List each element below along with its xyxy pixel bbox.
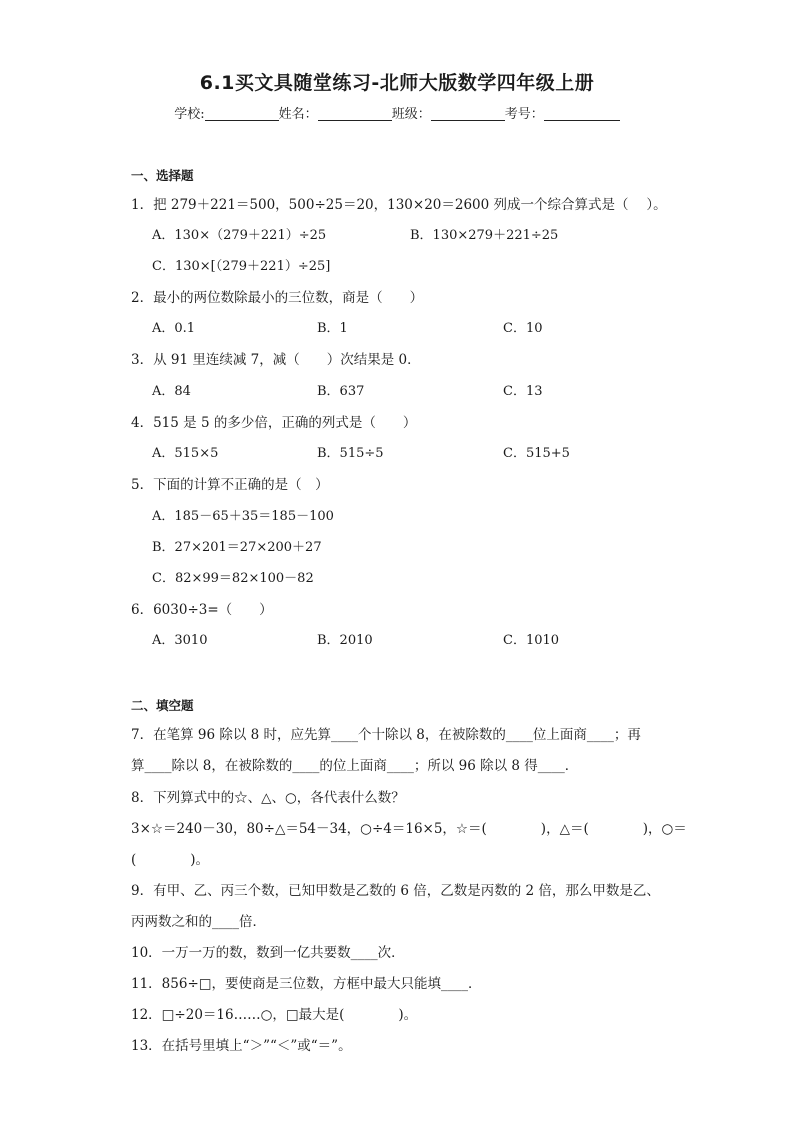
question-4-option-b[interactable]: B．515÷5 xyxy=(317,446,384,461)
class-label: 班级： xyxy=(391,107,431,122)
question-2-stem: 2．最小的两位数除最小的三位数，商是（ ） xyxy=(131,290,424,306)
question-9-line-2: 丙两数之和的____倍． xyxy=(131,914,266,930)
question-2-option-b[interactable]: B．1 xyxy=(317,321,348,336)
question-1-stem: 1．把 279＋221＝500，500÷25＝20，130×20＝2600 列成一个综合算式是（ ）。 xyxy=(131,197,667,213)
question-10: 10．一万一万的数，数到一亿共要数____次． xyxy=(131,945,405,961)
question-5-stem: 5．下面的计算不正确的是（ ） xyxy=(131,477,329,493)
section-choice-heading: 一、选择题 xyxy=(131,168,194,183)
section-fill-heading: 二、填空题 xyxy=(131,698,194,713)
question-6-option-c[interactable]: C．1010 xyxy=(503,633,560,648)
question-5-option-c[interactable]: C．82×99＝82×100－82 xyxy=(152,571,314,586)
question-13: 13．在括号里填上“＞”“＜”或“＝”。 xyxy=(131,1038,352,1054)
question-3-option-c[interactable]: C．13 xyxy=(503,384,543,399)
question-8-line-2: 3×☆＝240－30，80÷△＝54－34，○÷4＝16×5，☆＝( )，△＝( )，○＝ xyxy=(131,821,687,837)
question-7-line-2: 算____除以 8，在被除数的____的位上面商____；所以 96 除以 8 得____． xyxy=(131,758,579,774)
question-3-option-a[interactable]: A．84 xyxy=(152,384,191,399)
question-2-option-a[interactable]: A．0.1 xyxy=(152,321,196,336)
question-6-option-a[interactable]: A．3010 xyxy=(152,633,208,648)
page-title: 6.1买文具随堂练习-北师大版数学四年级上册 xyxy=(199,72,595,94)
school-blank[interactable] xyxy=(205,108,279,121)
question-2-option-c[interactable]: C．10 xyxy=(503,321,543,336)
question-8-line-1: 8．下列算式中的☆、△、○，各代表什么数？ xyxy=(131,790,405,806)
question-8-line-3: ( )。 xyxy=(131,852,210,868)
name-label: 姓名： xyxy=(278,107,318,122)
number-label: 考号： xyxy=(504,107,544,122)
question-4-stem: 4．515 是 5 的多少倍，正确的列式是（ ） xyxy=(131,415,417,431)
question-5-option-b[interactable]: B．27×201＝27×200＋27 xyxy=(152,540,322,555)
question-1-option-c[interactable]: C．130×[（279＋221）÷25] xyxy=(152,259,331,274)
question-9-line-1: 9．有甲、乙、丙三个数，已知甲数是乙数的 6 倍，乙数是丙数的 2 倍，那么甲数是乙、 xyxy=(131,883,660,899)
student-info-row xyxy=(0,103,794,122)
question-3-stem: 3．从 91 里连续减 7，减（ ）次结果是 0． xyxy=(131,352,421,368)
question-7-line-1: 7．在笔算 96 除以 8 时，应先算____个十除以 8，在被除数的____位上面商____；再 xyxy=(131,727,641,743)
question-3-option-b[interactable]: B．637 xyxy=(317,384,365,399)
number-blank[interactable] xyxy=(544,108,620,121)
question-1-option-a[interactable]: A．130×（279＋221）÷25 xyxy=(152,228,327,243)
question-6-stem: 6．6030÷3=（ ） xyxy=(131,602,273,618)
question-4-option-c[interactable]: C．515+5 xyxy=(503,446,570,461)
school-label: 学校: xyxy=(174,107,205,122)
question-12: 12．□÷20＝16……○，□最大是( )。 xyxy=(131,1007,418,1023)
question-5-option-a[interactable]: A．185－65＋35＝185－100 xyxy=(152,509,334,524)
question-1-option-b[interactable]: B．130×279＋221÷25 xyxy=(410,228,559,243)
name-blank[interactable] xyxy=(318,108,392,121)
question-11: 11．856÷□，要使商是三位数，方框中最大只能填____． xyxy=(131,976,482,992)
class-blank[interactable] xyxy=(431,108,505,121)
question-4-option-a[interactable]: A．515×5 xyxy=(152,446,219,461)
question-6-option-b[interactable]: B．2010 xyxy=(317,633,373,648)
